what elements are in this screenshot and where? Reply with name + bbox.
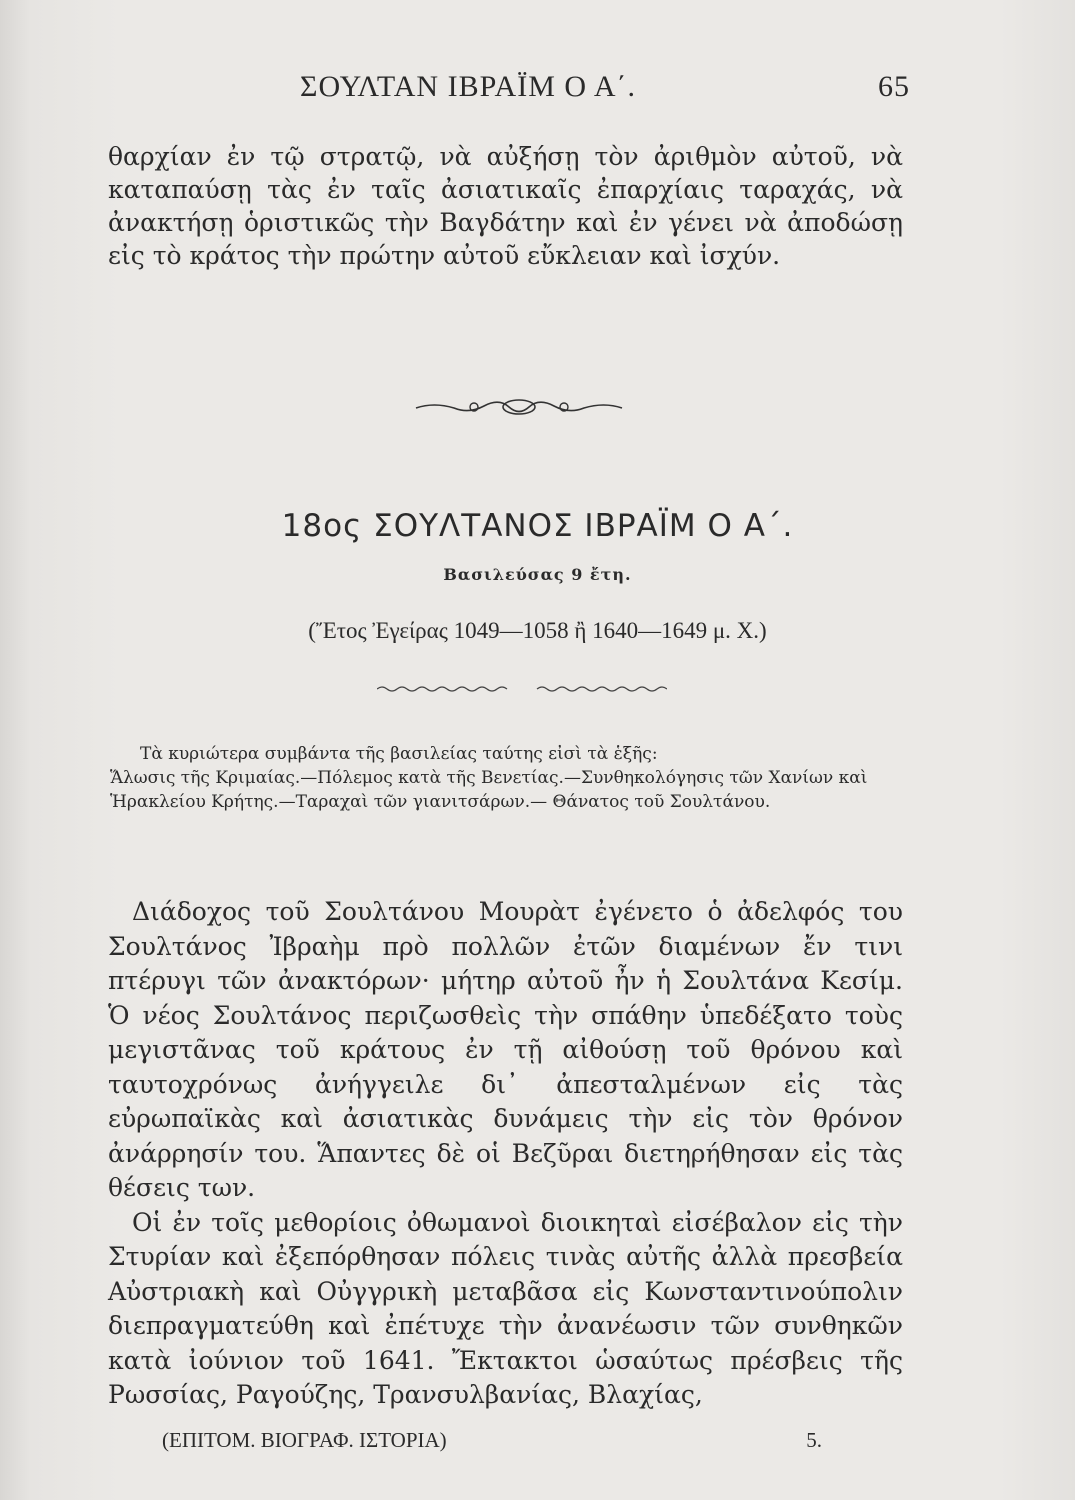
continuation-paragraph: θαρχίαν ἐν τῷ στρατῷ, νὰ αὐξήσῃ τὸν ἀριθμὸν αὐτοῦ, νὰ καταπαύσῃ τὰς ἐν ταῖς ἀσιατικαῖς ἐπαρχίαις ταραχάς, νὰ ἀνακτήσῃ ὁριστικῶς τὴν Βαγδάτην καὶ ἐν γένει νὰ ἀποδώσῃ εἰς τὸ κράτος τὴν πρώτην αὐτοῦ εὔκλειαν καὶ ἰσχύν. [108,142,903,270]
series-title: (ΕΠΙΤΟΜ. ΒΙΟΓΡΑΦ. ΙΣΤΟΡΙΑ) [162,1428,447,1452]
summary-intro: Τὰ κυριώτερα συμβάντα τῆς βασιλείας ταύτης εἰσὶ τὰ ἑξῆς: [140,744,658,764]
running-title: ΣΟΥΛΤΑΝ ΙΒΡΑΪΜ Ο Α΄. [300,70,637,103]
signature-mark: 5. [806,1428,822,1452]
ornament-divider [414,392,624,422]
page-footer [162,1428,822,1458]
reign-dates: (Ἔτος Ἐγείρας 1049—1058 ἢ 1640—1649 μ. Χ.) [308,618,767,643]
main-text [108,895,903,1413]
paragraph-1: Διάδοχος τοῦ Σουλτάνου Μουρὰτ ἐγένετο ὁ ἀδελφός του Σουλτάνος Ἰβραὴμ πρὸ πολλῶν ἐτῶν διαμένων ἔν τινι πτέρυγι τῶν ἀνακτόρων· μήτηρ αὐτοῦ ἦν ἡ Σουλτάνα Κεσίμ. Ὁ νέος Σουλτάνος περιζωσθεὶς τὴν σπάθην ὑπεδέξατο τοὺς μεγιστᾶνας τοῦ κράτους ἐν τῇ αἰθούσῃ τοῦ θρόνου καὶ ταυτοχρόνως ἀνήγγειλε δι᾽ ἀπεσταλμένων εἰς τὰς εὐρωπαϊκὰς καὶ ἀσιατικὰς δυνάμεις τὴν εἰς τὸν θρόνον ἀνάρρησίν του. Ἅπαντες δὲ οἱ Βεζῦραι διετηρήθησαν εἰς τὰς θέσεις των. [108,897,903,1202]
summary-events: Ἅλωσις τῆς Κριμαίας.—Πόλεμος κατὰ τῆς Βενετίας.—Συνθηκολόγησις τῶν Χανίων καὶ Ἡρακλείου Κρήτης.—Ταραχαὶ τῶν γιανιτσάρων.— Θάνατος τοῦ Σουλτάνου. [110,768,868,812]
running-header [300,70,910,110]
paragraph-2: Οἱ ἐν τοῖς μεθορίοις ὀθωμανοὶ διοικηταὶ εἰσέβαλον εἰς τὴν Στυρίαν καὶ ἐξεπόρθησαν πόλεις τινὰς αὐτῆς ἀλλὰ πρεσβεία Αὐστριακὴ καὶ Οὐγγρικὴ μεταβᾶσα εἰς Κωνσταντινούπολιν διεπραγματεύθη καὶ ἐπέτυχε τὴν ἀνανέωσιν τῶν συνθηκῶν κατὰ ἰούνιον τοῦ 1641. Ἔκτακτοι ὡσαύτως πρέσβεις τῆς Ρωσσίας, Ραγούζης, Τρανσυλβανίας, Βλαχίας, [108,1207,903,1409]
chapter-summary [110,742,900,814]
wavy-rule [377,684,667,694]
reign-duration: Βασιλεύσας 9 ἔτη. [443,565,632,584]
chapter-title: 18ος ΣΟΥΛΤΑΝΟΣ ΙΒΡΑΪΜ Ο Α΄. [281,508,794,544]
page-number: 65 [878,70,910,103]
